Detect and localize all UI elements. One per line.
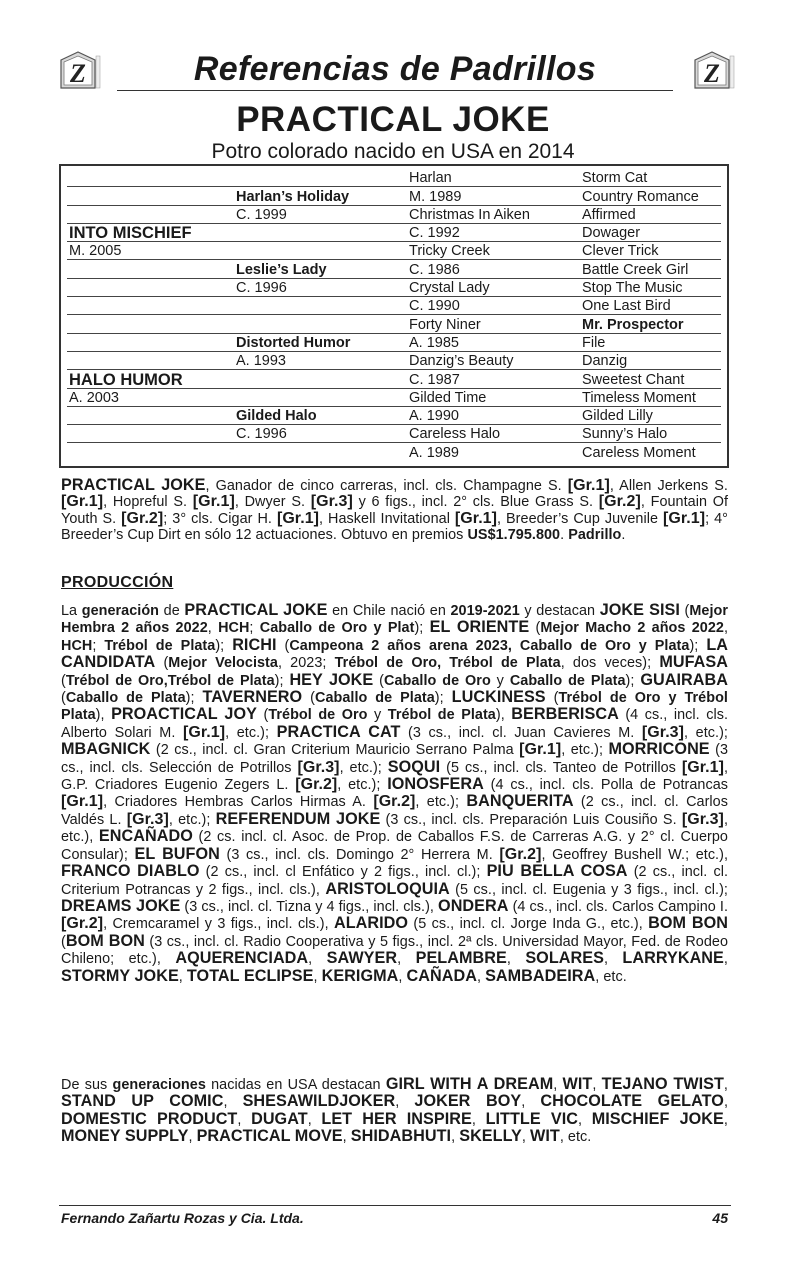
offspring-name: ONDERA bbox=[438, 896, 509, 915]
usa-text: , bbox=[395, 1094, 415, 1111]
offspring-name: GUAIRABA bbox=[640, 670, 728, 689]
offspring-name: BOM BON bbox=[65, 931, 145, 950]
production-text: de bbox=[159, 603, 185, 619]
usa-text: , bbox=[471, 1111, 486, 1128]
pedigree-row bbox=[67, 187, 721, 205]
offspring-name: DREAMS JOKE bbox=[61, 896, 181, 915]
grade-label: [Gr.2] bbox=[499, 845, 542, 863]
production-text: (5 cs., incl. cl. Jorge Inda G., etc.), bbox=[408, 916, 649, 933]
grade-label: [Gr.1] bbox=[61, 493, 104, 511]
horse-name-inline: PRACTICAL JOKE bbox=[61, 476, 206, 494]
pedigree-cell: HALO HUMOR bbox=[69, 370, 183, 389]
offspring-name: DOMESTIC PRODUCT bbox=[61, 1109, 238, 1128]
pedigree-cell: Gilded Halo bbox=[236, 408, 317, 425]
award-label: Mejor Macho 2 años 2022 bbox=[540, 620, 724, 637]
grade-label: [Gr.3] bbox=[641, 723, 685, 741]
offspring-name: WIT bbox=[530, 1127, 560, 1146]
grade-label: [Gr.3] bbox=[126, 810, 169, 828]
production-text: ); bbox=[185, 690, 203, 707]
production-text: ); bbox=[274, 672, 290, 689]
production-text: , bbox=[723, 951, 728, 968]
offspring-name: LITTLE VIC bbox=[485, 1109, 578, 1128]
production-text: (2 cs., incl. cl. Gran Criterium Mauricio Serrano Palma bbox=[150, 742, 520, 759]
award-label: 2019-2021 bbox=[450, 603, 520, 619]
production-text: , bbox=[178, 968, 187, 985]
production-text: , Criadores Hembras Carlos Hirmas A. bbox=[103, 794, 374, 811]
award-label: Mejor Velocista bbox=[168, 655, 278, 672]
award-label: Trébol de Oro,Trébol de Plata bbox=[65, 672, 275, 689]
production-text: , etc.); bbox=[225, 724, 277, 741]
production-text: ( bbox=[155, 655, 169, 672]
grade-label: [Gr.3] bbox=[681, 810, 724, 828]
production-text: , G.P. Criadores Eugenio Zegers L. bbox=[61, 759, 729, 794]
offspring-name: RICHI bbox=[232, 635, 277, 654]
pedigree-row bbox=[67, 297, 721, 315]
logo-letter: Z bbox=[704, 59, 720, 88]
production-text: , bbox=[398, 968, 407, 985]
campaign-text: ; 3° cls. Cigar H. bbox=[163, 510, 277, 527]
production-text: ( bbox=[61, 672, 66, 689]
grade-label: [Gr.3] bbox=[310, 493, 353, 511]
production-text: ); bbox=[434, 690, 452, 707]
pedigree-cell: A. 2003 bbox=[69, 389, 119, 406]
pedigree-cell: A. 1993 bbox=[236, 353, 286, 370]
pedigree-cell: Timeless Moment bbox=[582, 389, 696, 406]
pedigree-cell: Country Romance bbox=[582, 188, 699, 205]
production-text: (3 cs., incl. cls. Preparación Luis Cousiño S. bbox=[380, 811, 682, 828]
offspring-name: STAND UP COMIC bbox=[61, 1092, 224, 1111]
production-text: ( bbox=[61, 690, 66, 707]
pedigree-row bbox=[67, 315, 721, 333]
offspring-name: IONOSFERA bbox=[387, 775, 484, 794]
pedigree-cell: One Last Bird bbox=[582, 298, 671, 315]
production-text: ( bbox=[61, 933, 66, 950]
production-text: ; bbox=[249, 620, 260, 637]
pedigree-cell: A. 1985 bbox=[409, 334, 459, 351]
page-number: 45 bbox=[712, 1210, 728, 1226]
campaign-text: ; 4° Breeder’s Cup Dirt en sólo 12 actuaciones. Obtuvo en premios bbox=[61, 510, 728, 544]
award-label: generación bbox=[81, 603, 160, 619]
grade-label: [Gr.3] bbox=[297, 758, 340, 776]
production-text: ); bbox=[625, 672, 641, 689]
pedigree-cell: Distorted Humor bbox=[236, 334, 351, 351]
offspring-name: EL ORIENTE bbox=[429, 618, 530, 637]
award-label: Caballo de Oro y Plat bbox=[259, 620, 415, 637]
usa-text: , bbox=[723, 1111, 728, 1128]
grade-label: [Gr.1] bbox=[454, 509, 498, 527]
award-label: Caballo de Oro bbox=[384, 672, 491, 689]
pedigree-row bbox=[67, 407, 721, 425]
campaign-text: , Breeder’s Cup Juvenile bbox=[497, 510, 664, 527]
pedigree-cell: Crystal Lady bbox=[409, 280, 490, 297]
production-text: (3 cs., incl. cl. Juan Cavieres M. bbox=[400, 724, 642, 741]
grade-label: [Gr.1] bbox=[567, 477, 610, 494]
offspring-name: MONEY SUPPLY bbox=[61, 1127, 189, 1146]
production-text: ( bbox=[256, 707, 269, 724]
production-text: y bbox=[367, 707, 388, 724]
pedigree-cell: C. 1992 bbox=[409, 225, 460, 242]
usa-text: , bbox=[237, 1111, 252, 1128]
production-text: , etc.); bbox=[415, 794, 467, 811]
production-text: y bbox=[490, 672, 510, 689]
pedigree-row bbox=[67, 224, 721, 242]
grade-label: [Gr.1] bbox=[192, 493, 235, 511]
pedigree-row bbox=[67, 242, 721, 260]
production-text: , bbox=[506, 951, 526, 968]
offspring-name: PRACTICA CAT bbox=[276, 722, 401, 741]
production-text: (3 cs., incl. cls. Selección de Potrillos bbox=[61, 742, 728, 776]
production-text: , Cremcaramel y 3 figs., incl. cls.), bbox=[103, 916, 334, 933]
offspring-name: FRANCO DIABLO bbox=[61, 862, 200, 881]
production-text: ; bbox=[92, 637, 105, 654]
offspring-name: BANQUERITA bbox=[466, 792, 574, 811]
pedigree-cell: C. 1990 bbox=[409, 298, 460, 315]
production-text: ), bbox=[495, 707, 512, 724]
pedigree-cell: Harlan’s Holiday bbox=[236, 188, 350, 205]
production-text: (3 cs., incl. cl. Tizna y 4 figs., incl. cls.), bbox=[180, 898, 439, 915]
production-text: , bbox=[603, 951, 623, 968]
offspring-name: DUGAT bbox=[251, 1109, 308, 1128]
pedigree-cell: Gilded Time bbox=[409, 389, 487, 406]
offspring-name: LET HER INSPIRE bbox=[321, 1109, 472, 1128]
award-label: Mejor Hembra 2 años 2022 bbox=[61, 603, 729, 637]
usa-text: , bbox=[578, 1111, 592, 1128]
pedigree-table bbox=[59, 164, 729, 468]
pedigree-cell: A. 1989 bbox=[409, 444, 459, 461]
title-underline bbox=[117, 90, 673, 91]
campaign-text: y 6 figs., incl. 2° cls. Blue Grass S. bbox=[352, 494, 599, 511]
pedigree-row bbox=[67, 444, 721, 462]
production-text: , bbox=[476, 968, 486, 985]
award-label: Caballo de Plata bbox=[65, 690, 186, 707]
campaign-text: , Dwyer S. bbox=[234, 494, 311, 511]
production-text: , etc.); bbox=[684, 724, 728, 741]
production-text: (2 cs., incl. cl. Carlos Valdés L. bbox=[61, 794, 728, 828]
pedigree-cell: M. 1989 bbox=[409, 188, 462, 205]
offspring-name: SHESAWILDJOKER bbox=[242, 1092, 396, 1111]
offspring-name: TOTAL ECLIPSE bbox=[186, 966, 314, 985]
pedigree-row bbox=[67, 370, 721, 388]
pedigree-cell: Dowager bbox=[582, 225, 641, 242]
offspring-name: KERIGMA bbox=[321, 966, 399, 985]
production-text: , etc. bbox=[595, 968, 627, 985]
pedigree-cell: File bbox=[582, 334, 606, 351]
footer-rule bbox=[59, 1205, 731, 1206]
pedigree-cell: Gilded Lilly bbox=[582, 408, 653, 425]
pedigree-cell: C. 1996 bbox=[236, 426, 287, 443]
production-text: en Chile nació en bbox=[327, 603, 451, 619]
production-text: ( bbox=[545, 690, 559, 707]
production-text: ), bbox=[95, 707, 112, 724]
production-text: La bbox=[61, 603, 82, 619]
grade-label: [Gr.2] bbox=[373, 793, 416, 811]
award-label: HCH bbox=[218, 620, 250, 637]
grade-label: [Gr.2] bbox=[61, 915, 104, 933]
usa-paragraph bbox=[61, 1076, 728, 1146]
pedigree-row bbox=[67, 334, 721, 352]
usa-text: , bbox=[521, 1129, 530, 1146]
usa-text: , bbox=[188, 1129, 197, 1146]
production-heading: PRODUCCIÓN bbox=[61, 574, 174, 591]
offspring-name: ENCAÑADO bbox=[98, 827, 193, 846]
production-text: , bbox=[308, 951, 327, 968]
award-label: Trébol de Plata bbox=[104, 637, 216, 654]
production-text: , etc.), bbox=[61, 811, 728, 846]
award-label: Trébol de Plata bbox=[387, 707, 496, 724]
offspring-name: GIRL WITH A DREAM bbox=[385, 1075, 554, 1093]
offspring-name: SHIDABHUTI bbox=[350, 1127, 452, 1146]
offspring-name: LUCKINESS bbox=[451, 688, 546, 707]
offspring-name: TAVERNERO bbox=[202, 688, 303, 707]
offspring-name: CAÑADA bbox=[406, 966, 477, 985]
production-text: , etc.); bbox=[339, 759, 388, 776]
pedigree-cell: Forty Niner bbox=[409, 316, 481, 333]
usa-text: , bbox=[223, 1094, 243, 1111]
pedigree-row bbox=[67, 425, 721, 443]
offspring-name: MBAGNICK bbox=[61, 740, 151, 759]
award-label: Campeona 2 años arena 2023, Caballo de Oro y Plata bbox=[289, 637, 690, 654]
padrillo-label: Padrillo bbox=[568, 527, 622, 544]
production-text: (3 cs., incl. cl. Radio Cooperativa y 5 figs., incl. 2ª cls. Universidad Mayor, Fed. de Rodeo Chileno; etc.), bbox=[61, 933, 728, 968]
usa-text: De sus bbox=[61, 1077, 113, 1093]
production-text: ( bbox=[302, 690, 315, 707]
logo-letter: Z bbox=[70, 59, 86, 88]
offspring-name: JOKE SISI bbox=[599, 601, 680, 619]
offspring-name: JOKER BOY bbox=[414, 1092, 522, 1111]
production-text: , Geoffrey Bushell W.; etc.), bbox=[541, 846, 728, 863]
pedigree-cell: Leslie’s Lady bbox=[236, 261, 327, 278]
grade-label: [Gr.1] bbox=[681, 758, 724, 776]
grade-label: [Gr.1] bbox=[276, 509, 320, 527]
pedigree-cell: Storm Cat bbox=[582, 170, 648, 187]
production-text: (4 cs., incl. cls. Carlos Campino I. bbox=[508, 898, 728, 915]
offspring-name: BOM BON bbox=[648, 914, 728, 933]
offspring-name: SOQUI bbox=[387, 757, 441, 776]
offspring-name: SAMBADEIRA bbox=[485, 966, 596, 985]
offspring-name: SAWYER bbox=[326, 949, 398, 968]
usa-text: , bbox=[553, 1077, 563, 1093]
production-text: ); bbox=[689, 637, 707, 654]
pedigree-cell: A. 1990 bbox=[409, 408, 459, 425]
offspring-name: REFERENDUM JOKE bbox=[215, 809, 381, 828]
offspring-name: LARRYKANE bbox=[622, 949, 724, 968]
offspring-name: PIU BELLA COSA bbox=[486, 862, 628, 881]
pedigree-cell: Careless Halo bbox=[409, 426, 501, 443]
production-text: , etc.); bbox=[337, 777, 388, 794]
production-text: ( bbox=[373, 672, 385, 689]
production-text: , bbox=[313, 968, 322, 985]
pedigree-cell: Battle Creek Girl bbox=[582, 261, 689, 278]
production-text: , dos veces); bbox=[560, 655, 660, 672]
offspring-name: MISCHIEF JOKE bbox=[591, 1109, 724, 1128]
pedigree-row bbox=[67, 261, 721, 279]
offspring-name: BERBERISCA bbox=[511, 705, 619, 724]
production-text: (5 cs., incl. cls. Tanteo de Potrillos bbox=[440, 759, 682, 776]
offspring-name: AQUERENCIADA bbox=[175, 949, 309, 968]
usa-text: , bbox=[521, 1094, 541, 1111]
pedigree-row bbox=[67, 279, 721, 297]
award-label: Caballo de Plata bbox=[315, 690, 435, 707]
offspring-name: PRACTICAL JOKE bbox=[184, 601, 328, 619]
usa-text: , etc. bbox=[559, 1129, 592, 1146]
campaign-text: , Hopreful S. bbox=[103, 494, 193, 511]
production-text: , bbox=[397, 951, 416, 968]
offspring-name: LA CANDIDATA bbox=[61, 635, 728, 672]
pedigree-cell: Harlan bbox=[409, 170, 452, 187]
pedigree-cell: INTO MISCHIEF bbox=[69, 224, 192, 243]
pedigree-row bbox=[67, 169, 721, 187]
usa-text: , bbox=[451, 1129, 460, 1146]
production-text: ( bbox=[276, 637, 290, 654]
footer-company: Fernando Zañartu Rozas y Cia. Ltda. bbox=[61, 1210, 304, 1226]
production-text: ( bbox=[679, 603, 690, 619]
production-text: (2 cs., incl. cl. Criterium Potrancas y 2 figs., incl. cls.), bbox=[61, 864, 728, 898]
horse-subtitle: Potro colorado nacido en USA en 2014 bbox=[211, 140, 575, 163]
award-label: HCH bbox=[61, 637, 93, 654]
campaign-text: , Ganador de cinco carreras, incl. cls. Champagne S. bbox=[205, 478, 568, 494]
grade-label: [Gr.1] bbox=[519, 741, 562, 759]
prize-amount: US$1.795.800 bbox=[467, 527, 561, 544]
campaign-paragraph bbox=[61, 477, 728, 544]
pedigree-cell: Mr. Prospector bbox=[582, 316, 684, 333]
offspring-name: ARISTOLOQUIA bbox=[325, 879, 450, 898]
pedigree-cell: Danzig bbox=[582, 353, 628, 370]
production-text: y destacan bbox=[519, 603, 600, 619]
campaign-text: . bbox=[621, 527, 626, 544]
pedigree-cell: C. 1987 bbox=[409, 371, 460, 388]
pedigree-cell: Careless Moment bbox=[582, 444, 696, 461]
offspring-name: STORMY JOKE bbox=[61, 966, 179, 985]
award-label: Caballo de Plata bbox=[509, 672, 626, 689]
pedigree-row bbox=[67, 389, 721, 407]
pedigree-cell: Sweetest Chant bbox=[582, 371, 685, 388]
offspring-name: PROACTICAL JOY bbox=[111, 705, 257, 724]
production-text: , etc.); bbox=[168, 811, 216, 828]
campaign-text: . bbox=[560, 527, 569, 544]
production-text: , 2023; bbox=[277, 655, 335, 672]
pedigree-cell: Affirmed bbox=[582, 206, 636, 223]
page-title: Referencias de Padrillos bbox=[193, 50, 597, 88]
campaign-text: , Allen Jerkens S. bbox=[609, 478, 728, 494]
pedigree-row bbox=[67, 352, 721, 370]
pedigree-cell: Danzig’s Beauty bbox=[409, 353, 514, 370]
pedigree-cell: Stop The Music bbox=[582, 280, 683, 297]
grade-label: [Gr.1] bbox=[663, 509, 706, 527]
pedigree-cell: Clever Trick bbox=[582, 243, 659, 260]
pedigree-cell: Christmas In Aiken bbox=[409, 206, 530, 223]
production-text: , etc.); bbox=[561, 742, 609, 759]
horse-name: PRACTICAL JOKE bbox=[236, 100, 550, 139]
zanartu-logo-icon bbox=[689, 48, 735, 94]
production-text: (4 cs., incl. cls. Polla de Potrancas bbox=[483, 777, 729, 794]
offspring-name: WIT bbox=[562, 1075, 593, 1093]
production-text: (3 cs., incl. cls. Domingo 2° Herrera M. bbox=[219, 846, 500, 863]
usa-text: nacidas en USA destacan bbox=[205, 1077, 386, 1093]
production-text: ); bbox=[414, 620, 430, 637]
usa-text: , bbox=[723, 1077, 728, 1093]
award-label: Trébol de Oro, Trébol de Plata bbox=[334, 655, 561, 672]
pedigree-cell: Tricky Creek bbox=[409, 243, 490, 260]
production-paragraph bbox=[61, 602, 728, 985]
pedigree-cell: Sunny’s Halo bbox=[582, 426, 668, 443]
grade-label: [Gr.2] bbox=[598, 493, 641, 511]
usa-text: , bbox=[723, 1094, 728, 1111]
offspring-name: TEJANO TWIST bbox=[601, 1075, 724, 1093]
offspring-name: EL BUFON bbox=[134, 844, 220, 863]
usa-text: , bbox=[592, 1077, 602, 1093]
generations-label: generaciones bbox=[112, 1077, 206, 1093]
production-text: , bbox=[207, 620, 219, 637]
offspring-name: MUFASA bbox=[659, 653, 729, 672]
pedigree-cell: C. 1986 bbox=[409, 261, 460, 278]
campaign-text: , Haskell Invitational bbox=[319, 510, 455, 527]
usa-text: , bbox=[342, 1129, 351, 1146]
offspring-name: SOLARES bbox=[525, 949, 604, 968]
pedigree-cell: C. 1999 bbox=[236, 206, 287, 223]
pedigree-cell: C. 1996 bbox=[236, 280, 287, 297]
grade-label: [Gr.2] bbox=[295, 776, 338, 794]
grade-label: [Gr.1] bbox=[182, 723, 226, 741]
offspring-name: MORRICONE bbox=[608, 740, 710, 759]
production-text: (5 cs., incl. cl. Eugenia y 3 figs., incl. cl.); bbox=[449, 881, 728, 898]
production-text: ); bbox=[215, 637, 233, 654]
pedigree-row bbox=[67, 206, 721, 224]
usa-text: , bbox=[307, 1111, 322, 1128]
production-text: , bbox=[723, 620, 728, 637]
campaign-text: , Fountain Of Youth S. bbox=[61, 494, 729, 527]
production-text: ( bbox=[529, 620, 541, 637]
offspring-name: SKELLY bbox=[459, 1127, 522, 1146]
production-text: (2 cs., incl. cl Enfático y 2 figs., incl. cl.); bbox=[199, 864, 487, 881]
offspring-name: HEY JOKE bbox=[289, 670, 374, 689]
offspring-name: ALARIDO bbox=[333, 914, 409, 933]
page-header bbox=[55, 48, 735, 98]
production-text: (2 cs. incl. cl. Asoc. de Prop. de Caballos F.S. de Carreras A.G. y 2° cl. Cuerpo Consular); bbox=[61, 829, 728, 863]
pedigree-cell: M. 2005 bbox=[69, 243, 122, 260]
award-label: Trébol de Oro bbox=[268, 707, 368, 724]
award-label: Trébol de Oro y Trébol Plata bbox=[61, 690, 728, 724]
offspring-name: CHOCOLATE GELATO bbox=[540, 1092, 724, 1111]
grade-label: [Gr.1] bbox=[61, 793, 104, 811]
grade-label: [Gr.2] bbox=[121, 509, 164, 527]
production-text: (4 cs., incl. cls. Alberto Solari M. bbox=[61, 707, 729, 741]
offspring-name: PELAMBRE bbox=[415, 949, 507, 968]
offspring-name: PRACTICAL MOVE bbox=[196, 1127, 343, 1146]
